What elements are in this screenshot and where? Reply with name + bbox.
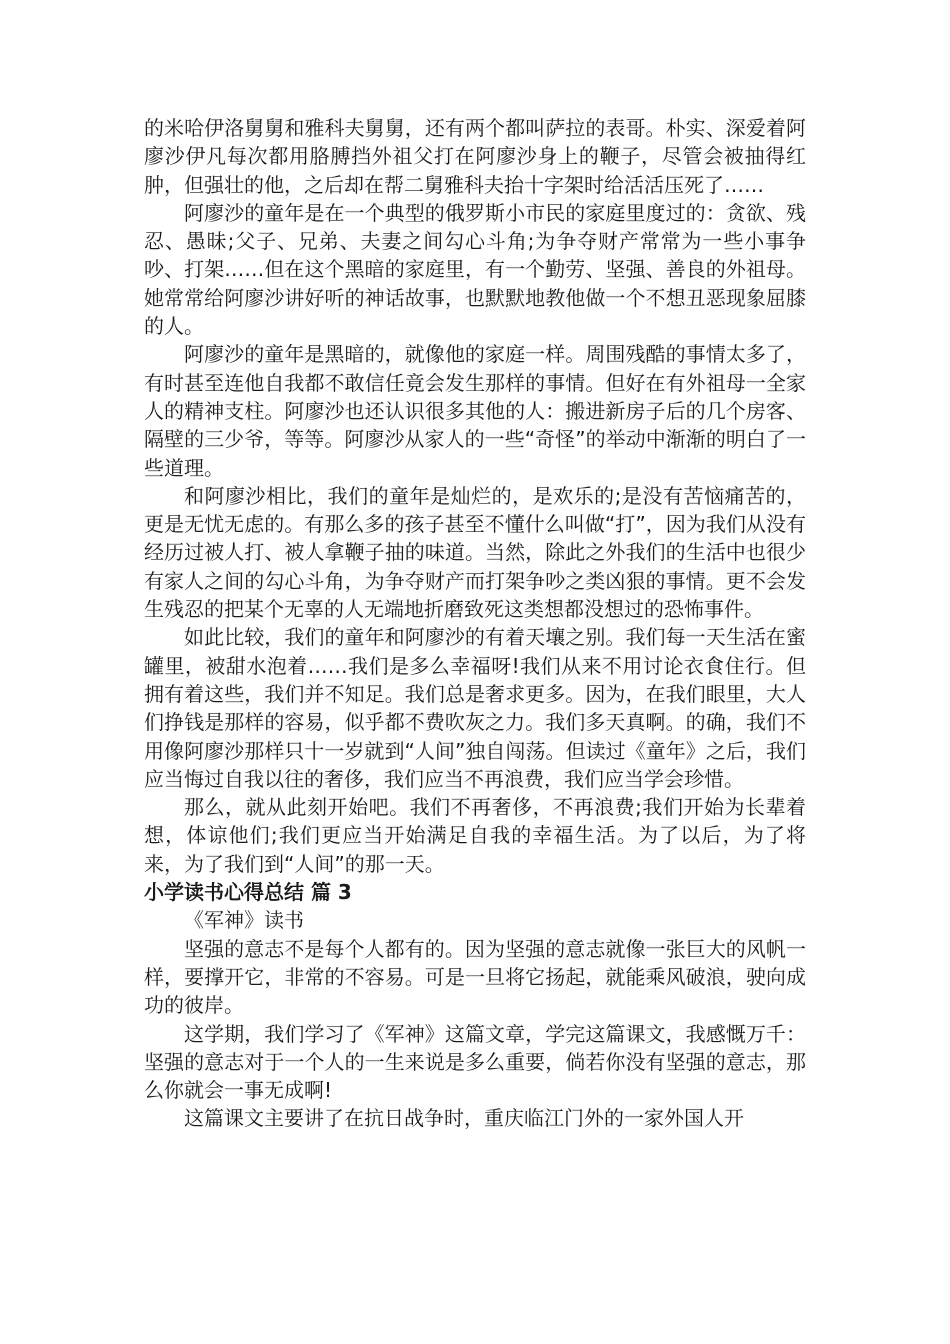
subtitle: 《军神》读书 xyxy=(184,908,304,933)
paragraph: 那么，就从此刻开始吧。我们不再奢侈，不再浪费;我们开始为长辈着想，体谅他们;我们更应当开始满足自我的幸福生活。为了以后，为了将来，为了我们到“人间”的那一天。 xyxy=(144,795,806,876)
paragraph: 和阿廖沙相比，我们的童年是灿烂的，是欢乐的;是没有苦恼痛苦的，更是无忧无虑的。有那么多的孩子甚至不懂什么叫做“打”，因为我们从没有经历过被人打、被人拿鞭子抽的味道。当然，除此之外我们的生活中也很少有家人之间的勾心斗角，为争夺财产而打架争吵之类凶狠的事情。更不会发生残忍的把某个无辜的人无端地折磨致死这类想都没想过的恐怖事件。 xyxy=(144,483,806,622)
paragraph: 阿廖沙的童年是在一个典型的俄罗斯小市民的家庭里度过的：贪欲、残忍、愚昧;父子、兄弟、夫妻之间勾心斗角;为争夺财产常常为一些小事争吵、打架……但在这个黑暗的家庭里，有一个勤劳、坚强、善良的外祖母。她常常给阿廖沙讲好听的神话故事，也默默地教他做一个不想丑恶现象屈膝的人。 xyxy=(144,200,806,339)
paragraph: 这学期，我们学习了《军神》这篇文章，学完这篇课文，我感慨万千：坚强的意志对于一个人的一生来说是多么重要，倘若你没有坚强的意志，那么你就会一事无成啊! xyxy=(144,1021,806,1103)
section-heading: 小学读书心得总结 篇 3 xyxy=(144,880,352,905)
paragraph: 这篇课文主要讲了在抗日战争时，重庆临江门外的一家外国人开 xyxy=(184,1106,744,1131)
paragraph: 阿廖沙的童年是黑暗的，就像他的家庭一样。周围残酷的事情太多了，有时甚至连他自我都不敢信任竟会发生那样的事情。但好在有外祖母一全家人的精神支柱。阿廖沙也还认识很多其他的人：搬进新房子后的几个房客、隔壁的三少爷，等等。阿廖沙从家人的一些“奇怪”的举动中渐渐的明白了一些道理。 xyxy=(144,342,806,480)
paragraph: 如此比较，我们的童年和阿廖沙的有着天壤之别。我们每一天生活在蜜罐里，被甜水泡着……我们是多么幸福呀!我们从来不用讨论衣食住行。但拥有着这些，我们并不知足。我们总是奢求更多。因为，在我们眼里，大人们挣钱是那样的容易，似乎都不费吹灰之力。我们多天真啊。的确，我们不用像阿廖沙那样只十一岁就到“人间”独自闯荡。但读过《童年》之后，我们应当悔过自我以往的奢侈，我们应当不再浪费，我们应当学会珍惜。 xyxy=(144,625,806,791)
document-page xyxy=(144,114,806,1133)
paragraph: 坚强的意志不是每个人都有的。因为坚强的意志就像一张巨大的风帆一样，要撑开它，非常的不容易。可是一旦将它扬起，就能乘风破浪，驶向成功的彼岸。 xyxy=(144,936,806,1018)
paragraph: 的米哈伊洛舅舅和雅科夫舅舅，还有两个都叫萨拉的表哥。朴实、深爱着阿廖沙伊凡每次都用胳膊挡外祖父打在阿廖沙身上的鞭子，尽管会被抽得红肿，但强壮的他，之后却在帮二舅雅科夫抬十字架时给活活压死了…… xyxy=(144,116,806,197)
